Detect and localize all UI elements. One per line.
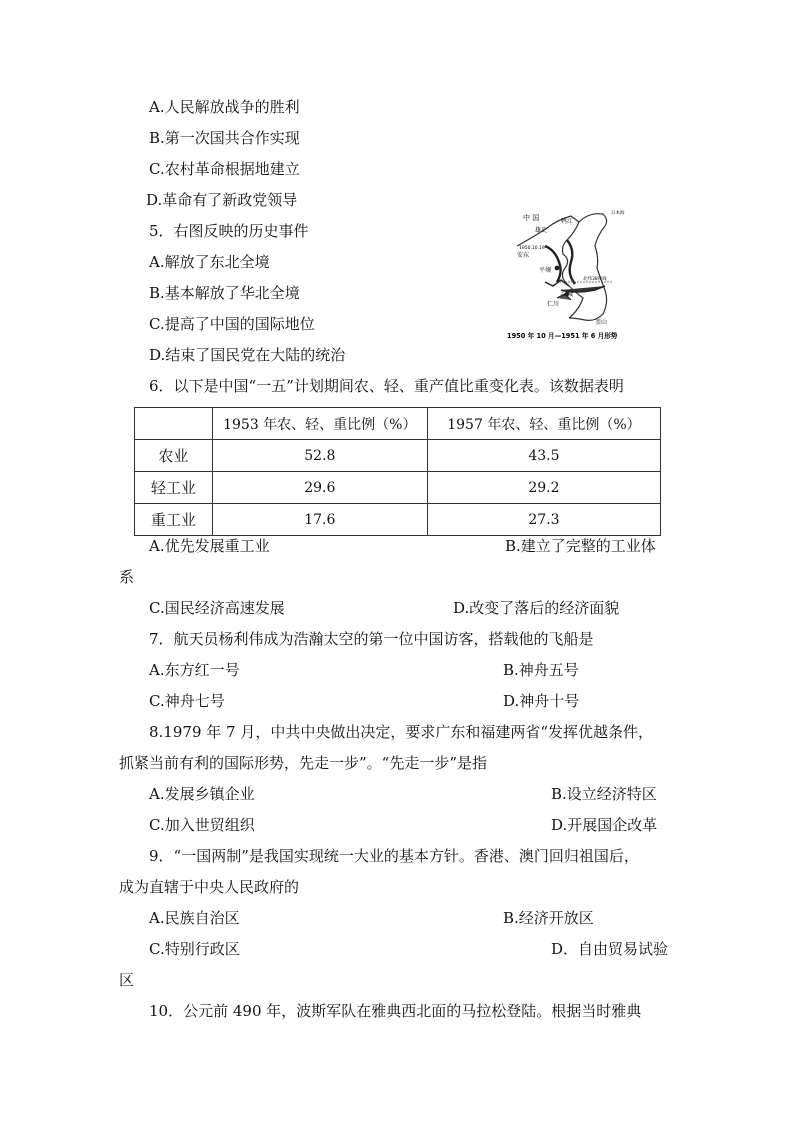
q9-option-c: C.特别行政区 [149, 940, 240, 958]
q8-stem-line2: 抓紧当前有利的国际形势，先走一步”。“先走一步”是指 [119, 754, 488, 772]
q4-option-d: D.革命有了新政党领导 [146, 191, 298, 209]
table-cell: 17.6 [212, 504, 427, 536]
map-label-date: 1950.10.19 [519, 246, 545, 251]
q8-option-b: B.设立经济特区 [551, 785, 657, 803]
table-row [135, 440, 661, 472]
map-caption: 1950 年 10 月—1951 年 6 月形势 [507, 332, 618, 340]
output-ratio-table [134, 407, 661, 536]
q7-option-c: C.神舟七号 [149, 692, 225, 710]
korean-war-map [505, 206, 643, 344]
q6-option-c: C.国民经济高速发展 [149, 599, 285, 617]
table-cell: 52.8 [212, 440, 427, 472]
q9-option-d-continued: 区 [119, 971, 135, 989]
q5-option-c: C.提高了中国的国际地位 [149, 315, 315, 333]
q6-option-a: A.优先发展重工业 [149, 537, 270, 555]
q7-option-a: A.东方红一号 [149, 661, 240, 679]
q9-option-d: D．自由贸易试验 [551, 940, 669, 958]
q6-stem: 6．以下是中国“一五”计划期间农、轻、重产值比重变化表。该数据表明 [149, 377, 624, 395]
table-header-cell: 1957 年农、轻、重比例（%） [427, 408, 660, 440]
map-label-jishi: 雄史 [535, 227, 548, 234]
q7-stem: 7．航天员杨利伟成为浩瀚太空的第一位中国访客，搭载他的飞船是 [149, 630, 594, 648]
q4-option-c: C.农村革命根据地建立 [149, 160, 300, 178]
table-header-row [135, 408, 661, 440]
q5-option-b: B.基本解放了华北全境 [149, 284, 300, 302]
map-label-yalu: 鸭江 [561, 218, 574, 225]
q6-option-d: D.改变了落后的经济面貌 [453, 599, 620, 617]
table-cell: 27.3 [427, 504, 660, 536]
q7-option-d: D.神舟十号 [503, 692, 580, 710]
table-cell: 重工业 [135, 504, 213, 536]
table-row [135, 504, 661, 536]
map-label-china: 中 国 [523, 214, 540, 222]
table-header-cell: 1953 年农、轻、重比例（%） [212, 408, 427, 440]
q8-option-d: D.开展国企改革 [551, 816, 658, 834]
q5-option-d: D.结束了国民党在大陆的统治 [149, 346, 346, 364]
table-cell: 轻工业 [135, 472, 213, 504]
q8-stem-line1: 8.1979 年 7 月，中共中央做出决定，要求广东和福建两省“发挥优越条件， [149, 723, 654, 741]
map-label-busan: 釜山 [595, 319, 608, 326]
map-label-sea: 日本海 [611, 211, 625, 216]
table-cell: 43.5 [427, 440, 660, 472]
table-cell: 农业 [135, 440, 213, 472]
q5-stem: 5．右图反映的历史事件 [149, 222, 309, 240]
table-header-cell [135, 408, 213, 440]
q7-option-b: B.神舟五号 [503, 661, 579, 679]
q8-option-a: A.发展乡镇企业 [149, 785, 255, 803]
q9-stem-line2: 成为直辖于中央人民政府的 [119, 878, 300, 896]
q9-stem-line1: 9．“一国两制”是我国实现统一大业的基本方针。香港、澳门回归祖国后， [149, 847, 639, 865]
q9-option-b: B.经济开放区 [503, 909, 594, 927]
q9-option-a: A.民族自治区 [149, 909, 240, 927]
q10-stem: 10．公元前 490 年，波斯军队在雅典西北面的马拉松登陆。根据当时雅典 [149, 1002, 642, 1020]
map-label-pyongyang: 平壤 [539, 267, 552, 274]
q4-option-b: B.第一次国共合作实现 [149, 129, 300, 147]
q8-option-c: C.加入世贸组织 [149, 816, 255, 834]
q6-option-b-continued: 系 [119, 568, 135, 586]
map-label-incheon: 仁川 [547, 301, 560, 308]
map-label-seoul: 汉城 [561, 291, 574, 298]
table-cell: 29.2 [427, 472, 660, 504]
table-cell: 29.6 [212, 472, 427, 504]
q4-option-a: A.人民解放战争的胜利 [149, 98, 300, 116]
map-label-andong: 安东 [517, 252, 530, 259]
map-label-38th-parallel: 北纬38度线 [583, 277, 607, 282]
q6-option-b: B.建立了完整的工业体 [505, 537, 656, 555]
q5-option-a: A.解放了东北全境 [149, 253, 270, 271]
table-row [135, 472, 661, 504]
